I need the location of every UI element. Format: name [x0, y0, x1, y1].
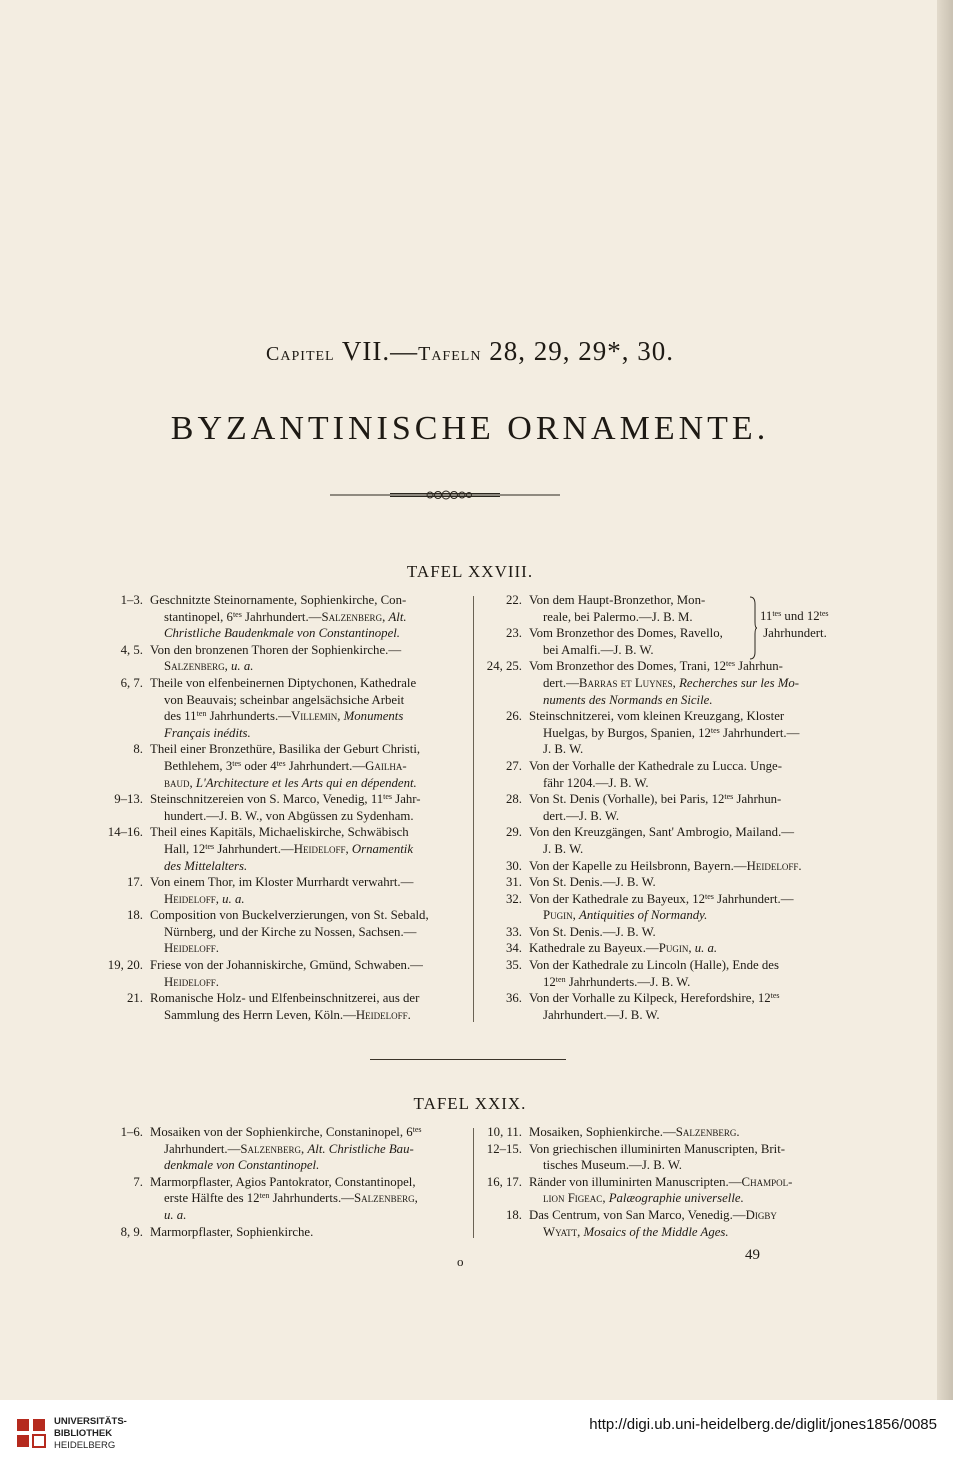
column-divider — [473, 1128, 474, 1238]
column-divider — [473, 596, 474, 1022]
page-number: 49 — [745, 1247, 760, 1263]
list-item: 1–3. Geschnitzte Steinornamente, Sophienkirche, Con- stantinopel, $6^{tes}$ Jahrhundert.—Salzenberg, Alt. Christliche Baudenkmale von Constantinopel. — [120, 593, 407, 641]
list-item: 9–13. Steinschnitzereien von S. Marco, Venedig, $11^{tes}$ Jahr- hundert.—J. B. W., von Abgüssen zu Sydenham. — [114, 792, 421, 823]
source-url-link[interactable]: http://digi.ub.uni-heidelberg.de/diglit/jones1856/0085 — [589, 1416, 937, 1433]
list-item: 4, 5. Von den bronzenen Thoren der Sophienkirche.— Salzenberg, u. a. — [120, 642, 402, 674]
list-item: 24, 25. Vom Bronzethor des Domes, Trani, $12^{tes}$ Jahrhun- dert.—Barras et Luynes, Recherches sur les Mo- numents des Normands en Sicile. — [486, 659, 800, 707]
chapter-heading — [0, 336, 940, 367]
tafel-xxviii-right-column — [480, 592, 850, 1023]
list-item: 18. Composition von Buckelverzierungen, von St. Sebald, Nürnberg, und der Kirche zu Nossen, Sachsen.— Heideloff. — [127, 908, 429, 956]
tafel-xxviii-heading: TAFEL XXVIII. — [406, 562, 534, 581]
list-item: 1–6. Mosaiken von der Sophienkirche, Constaninopel, $6^{tes}$ Jahrhundert.—Salzenberg, Alt. Christliche Bau- denkmale von Constantinopel. — [120, 1125, 422, 1173]
list-item: 12–15. Von griechischen illuminirten Manuscripten, Brit- tisches Museum.—J. B. W. — [486, 1141, 786, 1173]
list-item: 17. Von einem Thor, im Kloster Murrhardt verwahrt.— Heideloff, u. a. — [127, 875, 414, 906]
list-item: 7. Marmorpflaster, Agios Pantokrator, Constantinopel, erste Hälfte des $12^{ten}$ Jahrhunderts.—Salzenberg, u. a. — [133, 1174, 418, 1222]
list-item: 34. Kathedrale zu Bayeux.—Pugin, u. a. — [506, 941, 718, 956]
tafeln-label: Tafeln — [418, 343, 482, 365]
ornament-divider-icon — [330, 488, 560, 502]
library-logo-icon — [14, 1416, 48, 1450]
page-title: BYZANTINISCHE ORNAMENTE. — [170, 410, 770, 447]
list-item: 27. Von der Vorhalle der Kathedrale zu Lucca. Unge- fähr 1204.—J. B. W. — [506, 758, 782, 790]
tafel-xxix-left-column — [100, 1124, 466, 1240]
list-item: 32. Von der Kathedrale zu Bayeux, $12^{tes}$ Jahrhundert.— Pugin, Antiquities of Normandy. — [506, 891, 794, 923]
footer-bar — [0, 1400, 953, 1471]
logo-line-2: BIBLIOTHEK — [54, 1428, 113, 1439]
list-item: 31. Von St. Denis.—J. B. W. — [506, 875, 656, 890]
capitel-number: VII. — [341, 336, 391, 366]
list-item: 33. Von St. Denis.—J. B. W. — [506, 924, 656, 939]
logo-line-1: UNIVERSITÄTS- — [54, 1416, 127, 1427]
list-item: 36. Von der Vorhalle zu Kilpeck, Herefordshire, $12^{tes}$ Jahrhundert.—J. B. W. — [506, 991, 780, 1022]
list-item: 10, 11. Mosaiken, Sophienkirche.—Salzenberg. — [487, 1125, 740, 1139]
list-item: 28. Von St. Denis (Vorhalle), bei Paris, $12^{tes}$ Jahrhun- dert.—J. B. W. — [506, 792, 782, 823]
tafel-xxix-right-column — [480, 1124, 850, 1240]
library-name — [54, 1416, 127, 1452]
section-divider — [370, 1059, 566, 1060]
brace-icon — [748, 596, 758, 660]
list-item: 16, 17. Ränder von illuminirten Manuscripten.—Champol- lion Figeac, Palæographie universelle. — [486, 1174, 793, 1206]
brace-note: $11^{tes}$ und $12^{tes}$ Jahrhundert. — [760, 609, 829, 640]
signature-mark: o — [457, 1254, 464, 1269]
list-item: 22. Von dem Haupt-Bronzethor, Mon- reale, bei Palermo.—J. B. M. — [506, 593, 706, 624]
list-item: 8. Theil einer Bronzethüre, Basilika der Geburt Christi, Bethlehem, $3^{tes}$ oder $4^{tes}$ Jahrhundert.—Gailha- baud, L'Architecture et les Arts qui en dépendent. — [133, 742, 421, 790]
list-item: 18. Das Centrum, von San Marco, Venedig.—Digby Wyatt, Mosaics of the Middle Ages. — [506, 1207, 777, 1239]
list-item: 35. Von der Kathedrale zu Lincoln (Halle), Ende des $12^{ten}$ Jahrhunderts.—J. B. W. — [506, 958, 779, 989]
list-item: 19, 20. Friese von der Johanniskirche, Gmünd, Schwaben.— Heideloff. — [107, 958, 423, 989]
page-edge-shadow — [937, 0, 953, 1471]
list-item: 14–16. Theil eines Kapitäls, Michaeliskirche, Schwäbisch Hall, $12^{tes}$ Jahrhundert.—Heideloff, Ornamentik des Mittelalters. — [107, 825, 414, 873]
list-item: 6, 7. Theile von elfenbeinernen Diptychonen, Kathedrale von Beauvais; scheinbar angelsächsiche Arbeit des $11^{ten}$ Jahrhunderts.—Villemin, Monuments Français inédits. — [120, 675, 417, 740]
chapter-dash: — — [390, 336, 419, 366]
list-item: 30. Von der Kapelle zu Heilsbronn, Bayern.—Heideloff. — [506, 858, 802, 873]
tafel-xxix-heading: TAFEL XXIX. — [413, 1094, 527, 1113]
logo-line-3: HEIDELBERG — [54, 1440, 116, 1451]
tafel-xxviii-left-column — [100, 592, 466, 1023]
list-item: 21. Romanische Holz- und Elfenbeinschnitzerei, aus der Sammlung des Herrn Leven, Köln.—Heideloff. — [127, 991, 420, 1022]
list-item: 8, 9. Marmorpflaster, Sophienkirche. — [120, 1224, 314, 1239]
list-item: 26. Steinschnitzerei, vom kleinen Kreuzgang, Kloster Huelgas, by Burgos, Spanien, $12^{tes}$ Jahrhundert.— J. B. W. — [506, 709, 800, 757]
list-item: 23. Vom Bronzethor des Domes, Ravello, bei Amalfi.—J. B. W. — [506, 626, 723, 657]
list-item: 29. Von den Kreuzgängen, Sant' Ambrogio, Mailand.— J. B. W. — [506, 825, 795, 856]
capitel-label: Capitel — [266, 343, 335, 365]
tafeln-numbers: 28, 29, 29*, 30. — [489, 336, 674, 366]
